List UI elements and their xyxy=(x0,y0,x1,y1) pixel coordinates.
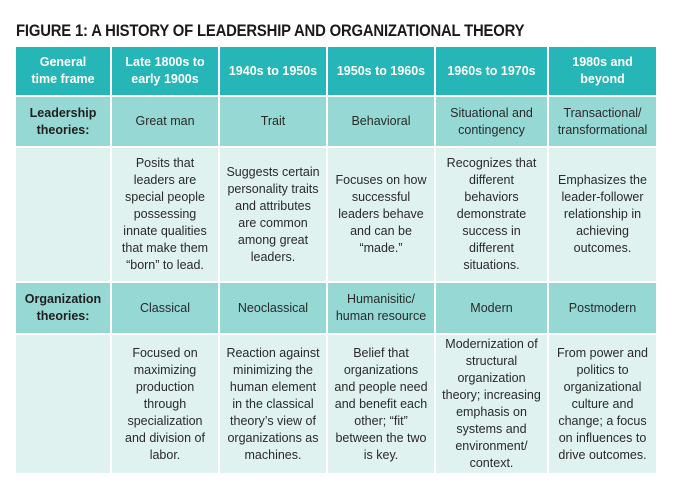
leadership-theory-5: Transactional/ transformational xyxy=(548,96,656,147)
figure-title xyxy=(16,22,524,41)
header-row xyxy=(16,47,656,96)
organization-theory-4: Modern xyxy=(435,282,548,334)
leadership-description-5: Emphasizes the leader-follower relationship in achieving outcomes. xyxy=(548,147,656,282)
header-col-3: 1950s to 1960s xyxy=(327,47,435,96)
figure-number: FIGURE 1: xyxy=(16,22,88,40)
leadership-theory-1: Great man xyxy=(111,96,219,147)
leadership-theory-3: Behavioral xyxy=(327,96,435,147)
organization-description-2: Reaction against minimizing the human element in the classical theory’s view of organizations as machines. xyxy=(219,334,327,474)
organization-theory-3: Humanisitic/ human resource xyxy=(327,282,435,334)
organization-description-1: Focused on maximizing production through specialization and division of labor. xyxy=(111,334,219,474)
leadership-theory-row xyxy=(16,96,656,147)
leadership-label: Leadership theories: xyxy=(16,96,111,147)
leadership-theory-4: Situational and contingency xyxy=(435,96,548,147)
leadership-description-2: Suggests certain personality traits and attributes are common among great leaders. xyxy=(219,147,327,282)
leadership-description-1: Posits that leaders are special people possessing innate qualities that make them “born” to lead. xyxy=(111,147,219,282)
organization-description-label-cell xyxy=(16,334,111,474)
leadership-description-label-cell xyxy=(16,147,111,282)
history-table xyxy=(16,47,656,475)
organization-theory-5: Postmodern xyxy=(548,282,656,334)
header-timeframe-label: General time frame xyxy=(16,47,111,96)
leadership-description-row xyxy=(16,147,656,282)
organization-theory-1: Classical xyxy=(111,282,219,334)
organization-theory-2: Neoclassical xyxy=(219,282,327,334)
organization-description-3: Belief that organizations and people need and benefit each other; “fit” between the two is key. xyxy=(327,334,435,474)
leadership-description-3: Focuses on how successful leaders behave and can be “made.” xyxy=(327,147,435,282)
leadership-theory-2: Trait xyxy=(219,96,327,147)
organization-description-4: Modernization of structural organization theory; increasing emphasis on systems and environment/ context. xyxy=(435,334,548,474)
figure-title-text: A HISTORY OF LEADERSHIP AND ORGANIZATIONAL THEORY xyxy=(87,22,525,40)
organization-label: Organization theories: xyxy=(16,282,111,334)
organization-description-5: From power and politics to organizational culture and change; a focus on influences to drive outcomes. xyxy=(548,334,656,474)
header-col-5: 1980s and beyond xyxy=(548,47,656,96)
header-col-4: 1960s to 1970s xyxy=(435,47,548,96)
header-col-1: Late 1800s to early 1900s xyxy=(111,47,219,96)
organization-description-row xyxy=(16,334,656,474)
organization-theory-row xyxy=(16,282,656,334)
header-col-2: 1940s to 1950s xyxy=(219,47,327,96)
leadership-description-4: Recognizes that different behaviors demonstrate success in different situations. xyxy=(435,147,548,282)
